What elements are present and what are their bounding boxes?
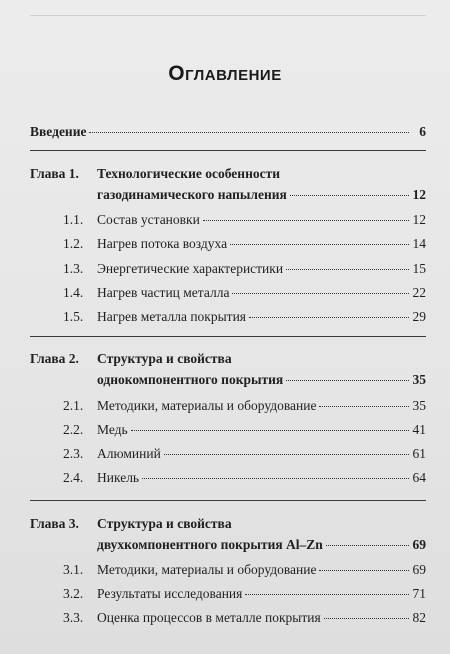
section-label: Нагрев частиц металла <box>97 285 230 300</box>
section-page: 14 <box>412 236 426 251</box>
section-number: 1.1. <box>63 212 84 227</box>
section-number: 1.2. <box>63 236 84 251</box>
section-label: Алюминий <box>97 446 161 461</box>
chapter-number: Глава 2. <box>30 351 79 366</box>
chapter-title-line2: газодинамического напыления <box>97 187 287 202</box>
section-number: 2.1. <box>63 398 84 413</box>
section-label: Энергетические характеристики <box>97 261 284 276</box>
toc-entry-section <box>97 236 426 252</box>
section-label: Результаты исследования <box>97 586 243 601</box>
toc-entry-section <box>97 586 426 602</box>
section-number: 3.2. <box>63 586 84 601</box>
leader-dots <box>286 380 409 381</box>
chapter-title-line1: Технологические особенности <box>97 166 280 181</box>
leader-dots <box>232 293 409 294</box>
toc-entry-page: 12 <box>412 187 426 202</box>
section-number: 1.3. <box>63 261 84 276</box>
toc-entry-intro <box>30 124 426 140</box>
chapter-title-line1: Структура и свойства <box>97 351 232 366</box>
section-label: Состав установки <box>97 212 200 227</box>
page-title: Оглавление <box>168 62 282 85</box>
section-page: 41 <box>412 422 426 437</box>
section-label: Никель <box>97 470 140 485</box>
running-header-rule <box>30 14 426 16</box>
leader-dots <box>203 220 409 221</box>
toc-entry-section <box>97 562 426 578</box>
toc-entry-section <box>97 398 426 414</box>
leader-dots <box>249 317 409 318</box>
leader-dots <box>142 478 409 479</box>
section-page: 71 <box>412 586 426 601</box>
leader-dots <box>319 570 409 571</box>
toc-entry-section <box>97 470 426 486</box>
toc-entry-page: 69 <box>412 537 426 552</box>
leader-dots <box>89 132 409 133</box>
toc-entry-label: Введение <box>30 124 87 139</box>
section-label: Нагрев потока воздуха <box>97 236 228 251</box>
leader-dots <box>164 454 409 455</box>
section-page: 35 <box>412 398 426 413</box>
section-page: 69 <box>412 562 426 577</box>
section-number: 2.3. <box>63 446 84 461</box>
chapter-title-line2: однокомпонентного покрытия <box>97 372 284 387</box>
section-page: 61 <box>412 446 426 461</box>
section-label: Оценка процессов в металле покрытия <box>97 610 321 625</box>
toc-entry-chapter-2 <box>97 372 426 388</box>
chapter-title-line2: двухкомпонентного покрытия Al–Zn <box>97 537 323 552</box>
toc-entry-page: 35 <box>412 372 426 387</box>
leader-dots <box>230 244 409 245</box>
leader-dots <box>326 545 409 546</box>
toc-entry-section <box>97 212 426 228</box>
toc-entry-chapter-3 <box>97 537 426 553</box>
toc-entry-chapter-1 <box>97 187 426 203</box>
leader-dots <box>319 406 409 407</box>
section-divider <box>30 150 426 151</box>
toc-entry-section <box>97 610 426 626</box>
chapter-number: Глава 1. <box>30 166 79 181</box>
leader-dots <box>131 430 409 431</box>
section-label: Медь <box>97 422 128 437</box>
section-number: 1.4. <box>63 285 84 300</box>
toc-entry-section <box>97 309 426 325</box>
leader-dots <box>286 269 409 270</box>
toc-entry-section <box>97 285 426 301</box>
section-number: 2.4. <box>63 470 84 485</box>
toc-entry-section <box>97 446 426 462</box>
toc-entry-section <box>97 422 426 438</box>
toc-entry-page: 6 <box>419 124 426 139</box>
section-label: Нагрев металла покрытия <box>97 309 247 324</box>
section-page: 29 <box>412 309 426 324</box>
section-divider <box>30 336 426 337</box>
section-page: 12 <box>412 212 426 227</box>
toc-entry-section <box>97 261 426 277</box>
section-number: 1.5. <box>63 309 84 324</box>
section-page: 64 <box>412 470 426 485</box>
section-number: 3.3. <box>63 610 84 625</box>
section-divider <box>30 500 426 501</box>
chapter-title-line1: Структура и свойства <box>97 516 232 531</box>
leader-dots <box>324 618 409 619</box>
leader-dots <box>245 594 409 595</box>
section-number: 2.2. <box>63 422 84 437</box>
section-page: 22 <box>412 285 426 300</box>
chapter-number: Глава 3. <box>30 516 79 531</box>
section-page: 15 <box>412 261 426 276</box>
section-page: 82 <box>412 610 426 625</box>
section-label: Методики, материалы и оборудование <box>97 562 317 577</box>
section-number: 3.1. <box>63 562 84 577</box>
section-label: Методики, материалы и оборудование <box>97 398 317 413</box>
leader-dots <box>290 195 409 196</box>
